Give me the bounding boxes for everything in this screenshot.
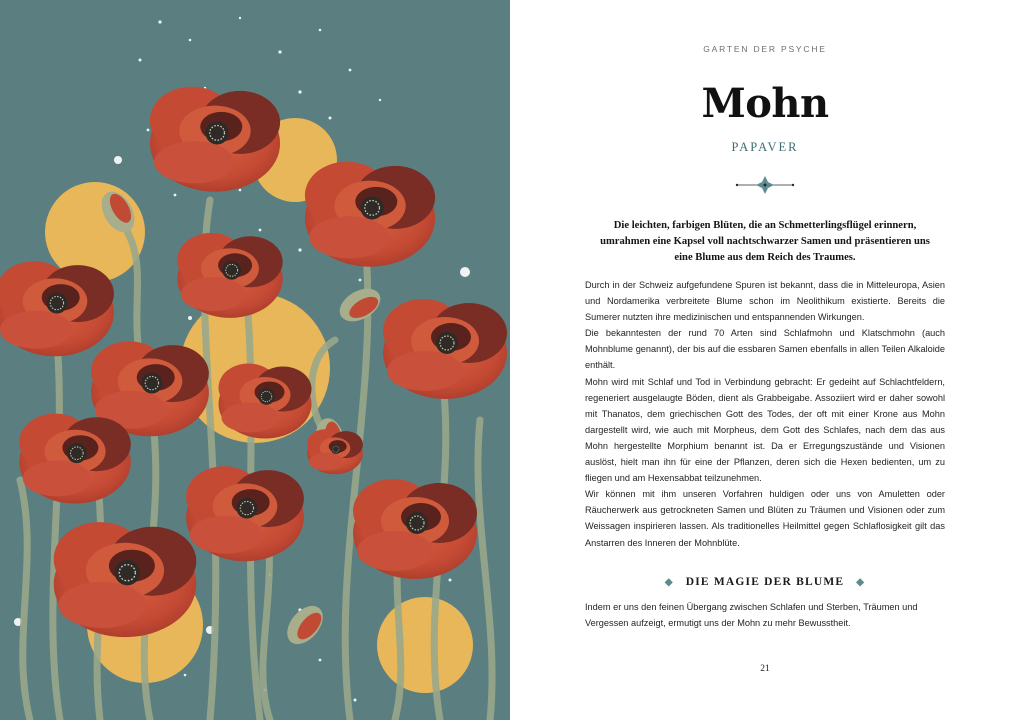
ornament-dot-icon: ◆ xyxy=(856,577,866,588)
body-paragraph: Durch in der Schweiz aufgefundene Spuren ist bekannt, dass die in Mitteleuropa, Asien und Nordamerika verbreitete Blume schon im Neolithikum existierte. Bereits die Sumerer nutzten ihre medizinischen und entspannenden Wirkungen. xyxy=(585,280,945,323)
running-head: GARTEN DER PSYCHE xyxy=(703,44,827,54)
section-heading-text: DIE MAGIE DER BLUME xyxy=(685,576,845,588)
page-number: 21 xyxy=(760,664,770,674)
body-paragraph: Wir können mit ihm unseren Vorfahren huldigen oder uns von Amuletten oder Räucherwerk aus getrockneten Samen und Blüten zu Träumen und Visionen oder zum Weissagen inspirieren lassen. Als traditionelles Heilmittel gegen Schlaflosigkeit gilt das Anstarren des Inneren der Mohnblüte. xyxy=(585,489,945,548)
latin-name: PAPAVER xyxy=(731,140,799,154)
body-paragraph: Die bekanntesten der rund 70 Arten sind Schlafmohn und Klatschmohn (auch Mohnblume genannt), der bis auf die essbaren Samen ebenfalls in allen Teilen Alkaloide enthält. xyxy=(585,328,945,371)
flower-ornament-icon xyxy=(735,174,795,196)
ornament-dot-icon: ◆ xyxy=(664,577,674,588)
section-text: Indem er uns den feinen Übergang zwischen Schlafen und Sterben, Träumen und Vergessen aufzeigt, ermutigt uns der Mohn zu mehr Bewusstheit. xyxy=(585,602,918,629)
lead-paragraph: Die leichten, farbigen Blüten, die an Schmetterlingsflügel erinnern, umrahmen eine Kapsel voll nachtschwarzer Samen und präsentieren uns eine Blume aus dem Reich des Traumes. xyxy=(600,220,930,263)
body-paragraph: Mohn wird mit Schlaf und Tod in Verbindung gebracht: Er gedeiht auf Schlachtfeldern, regeneriert ausgelaugte Böden, dient als Grabbeigabe. Assoziiert wird er daher sowohl mit Thanatos, dem griechischen Gott des Todes, der oft mit einer Krone aus Mohn dargestellt wird, wie auch mit Morpheus, dem Gott des Schlafes, nach dem das aus Mohn hergestellte Morphium benannt ist. Da er Erregungszustände und Visionen auslöst, hielt man ihn für eine der Pflanzen, deren sich die Hexen bedienten, um zu fliegen und am Hexensabbat teilzunehmen. xyxy=(585,376,945,484)
page-title: Mohn xyxy=(701,80,829,127)
section-heading xyxy=(585,576,945,588)
text-page xyxy=(510,0,1020,720)
body-text xyxy=(585,277,945,551)
